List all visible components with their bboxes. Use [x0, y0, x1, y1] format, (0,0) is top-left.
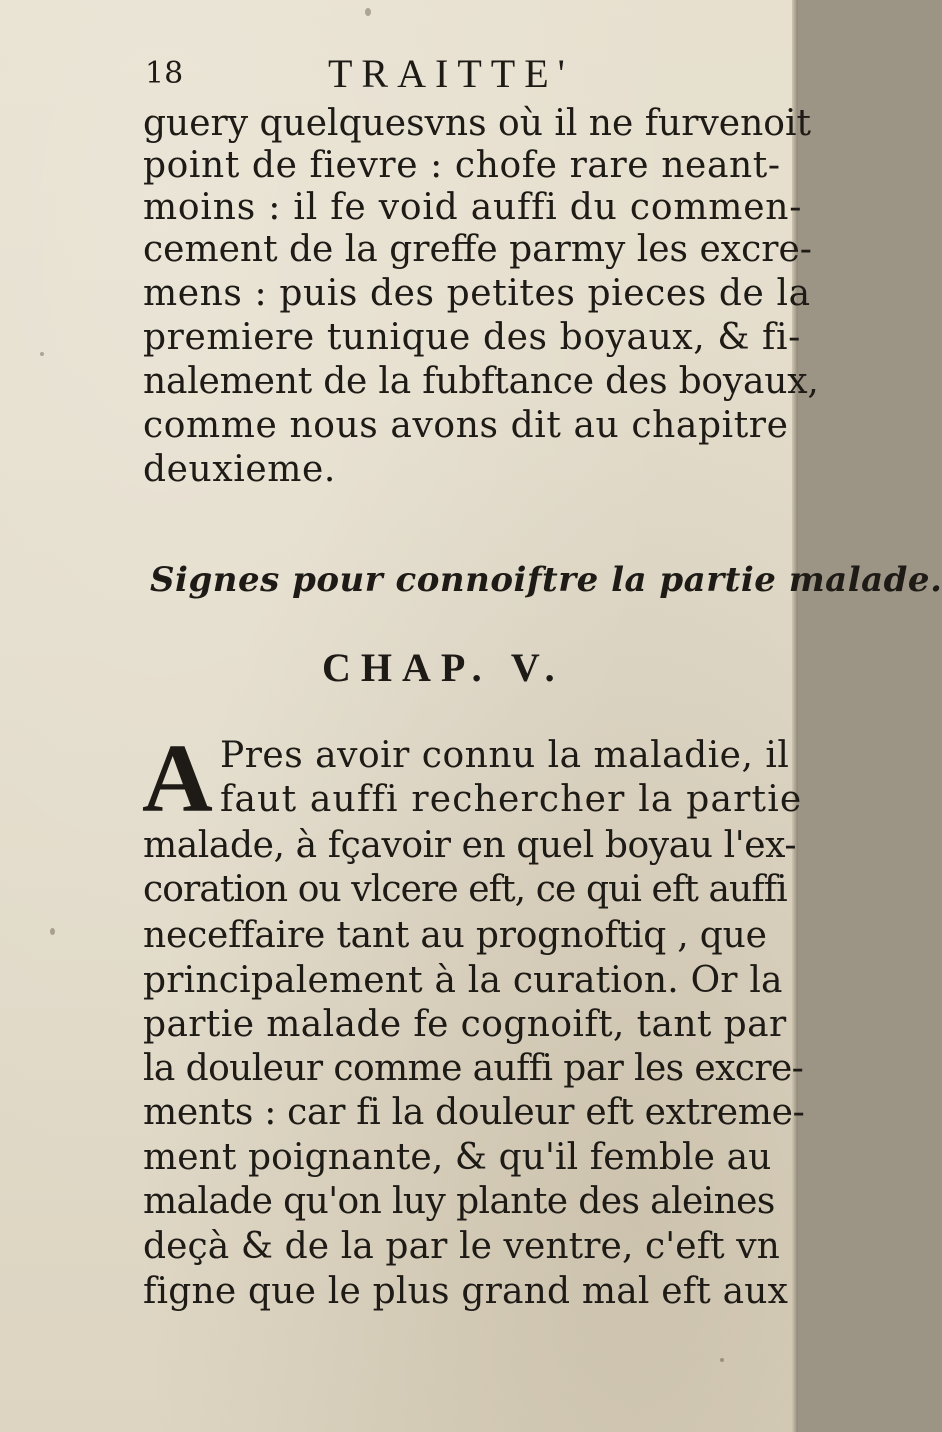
text-line: premiere tunique des boyaux, & fi- — [143, 317, 801, 358]
text-line: moins : il fe void auffi du commen- — [143, 187, 803, 228]
ink-speck — [40, 352, 44, 356]
text-line: principalement à la curation. Or la — [143, 960, 783, 1001]
text-line: ment poignante, & qu'il femble au — [143, 1137, 772, 1178]
text-line: Pres avoir connu la maladie, il — [220, 735, 790, 776]
text-line: deuxieme. — [143, 449, 336, 490]
drop-cap: A — [142, 725, 213, 833]
text-line: point de fievre : chofe rare neant- — [143, 145, 781, 186]
chapter-label: CHAP. V. — [322, 645, 565, 690]
text-line: malade qu'on luy plante des aleines — [143, 1181, 775, 1222]
running-head — [145, 50, 605, 96]
section-heading: Signes pour connoiftre la partie malade. — [150, 560, 942, 600]
text-line: guery quelquesvns où il ne furvenoit — [143, 103, 811, 144]
text-line: comme nous avons dit au chapitre — [143, 405, 789, 446]
text-line: faut auffi rechercher la partie — [220, 779, 803, 820]
ink-speck — [50, 928, 55, 935]
text-line: malade, à fçavoir en quel boyau l'ex- — [143, 825, 797, 866]
text-line: ments : car fi la douleur eft extreme- — [143, 1092, 805, 1133]
text-line: partie malade fe cognoift, tant par — [143, 1004, 787, 1045]
text-line: deçà & de la par le ventre, c'eft vn — [143, 1226, 780, 1267]
text-line: neceffaire tant au prognoftiq , que — [143, 915, 767, 956]
text-line: mens : puis des petites pieces de la — [143, 273, 811, 314]
text-line: nalement de la fubftance des boyaux, — [143, 361, 819, 402]
page-number: 18 — [145, 56, 184, 91]
text-line: la douleur comme auffi par les excre- — [143, 1048, 804, 1089]
running-title: TRAITTE' — [328, 51, 574, 96]
ink-speck — [365, 8, 371, 16]
text-line: coration ou vlcere eft, ce qui eft auffi — [143, 869, 787, 910]
ink-speck — [720, 1358, 724, 1362]
text-line: cement de la greffe parmy les excre- — [143, 229, 812, 270]
text-line: figne que le plus grand mal eft aux — [143, 1271, 789, 1312]
